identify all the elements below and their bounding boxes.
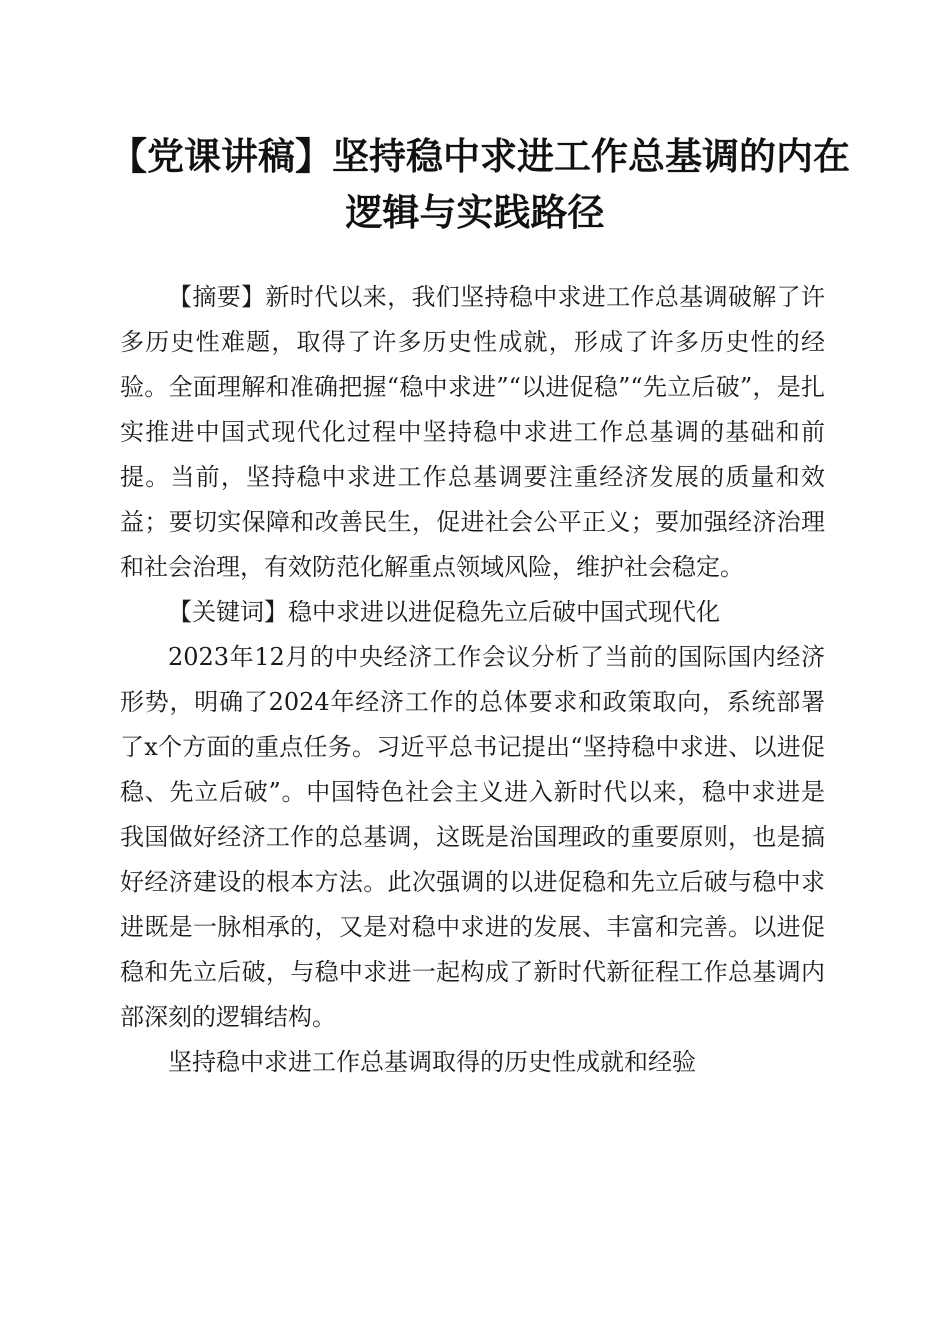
keywords-line: 【关键词】稳中求进以进促稳先立后破中国式现代化 <box>168 598 720 626</box>
document-body <box>120 275 825 1085</box>
title-line-1: 【党课讲稿】坚持稳中求进工作总基调的内在 <box>110 134 850 178</box>
document-title <box>110 128 850 240</box>
title-line-2: 逻辑与实践路径 <box>345 190 605 234</box>
body-paragraph: 2023年12月的中央经济工作会议分析了当前的国际国内经济形势，明确了2024年经济工作的总体要求和政策取向，系统部署了x个方面的重点任务。习近平总书记提出“坚持稳中求进、以进促稳、先立后破”。中国特色社会主义进入新时代以来，稳中求进是我国做好经济工作的总基调，这既是治国理政的重要原则，也是搞好经济建设的根本方法。此次强调的以进促稳和先立后破与稳中求进既是一脉相承的，又是对稳中求进的发展、丰富和完善。以进促稳和先立后破，与稳中求进一起构成了新时代新征程工作总基调内部深刻的逻辑结构。 <box>120 643 825 1031</box>
section-heading: 坚持稳中求进工作总基调取得的历史性成就和经验 <box>168 1048 696 1076</box>
abstract-paragraph: 【摘要】新时代以来，我们坚持稳中求进工作总基调破解了许多历史性难题，取得了许多历史性成就，形成了许多历史性的经验。全面理解和准确把握“稳中求进”“以进促稳”“先立后破”，是扎实推进中国式现代化过程中坚持稳中求进工作总基调的基础和前提。当前，坚持稳中求进工作总基调要注重经济发展的质量和效益；要切实保障和改善民生，促进社会公平正义；要加强经济治理和社会治理，有效防范化解重点领域风险，维护社会稳定。 <box>120 283 825 581</box>
